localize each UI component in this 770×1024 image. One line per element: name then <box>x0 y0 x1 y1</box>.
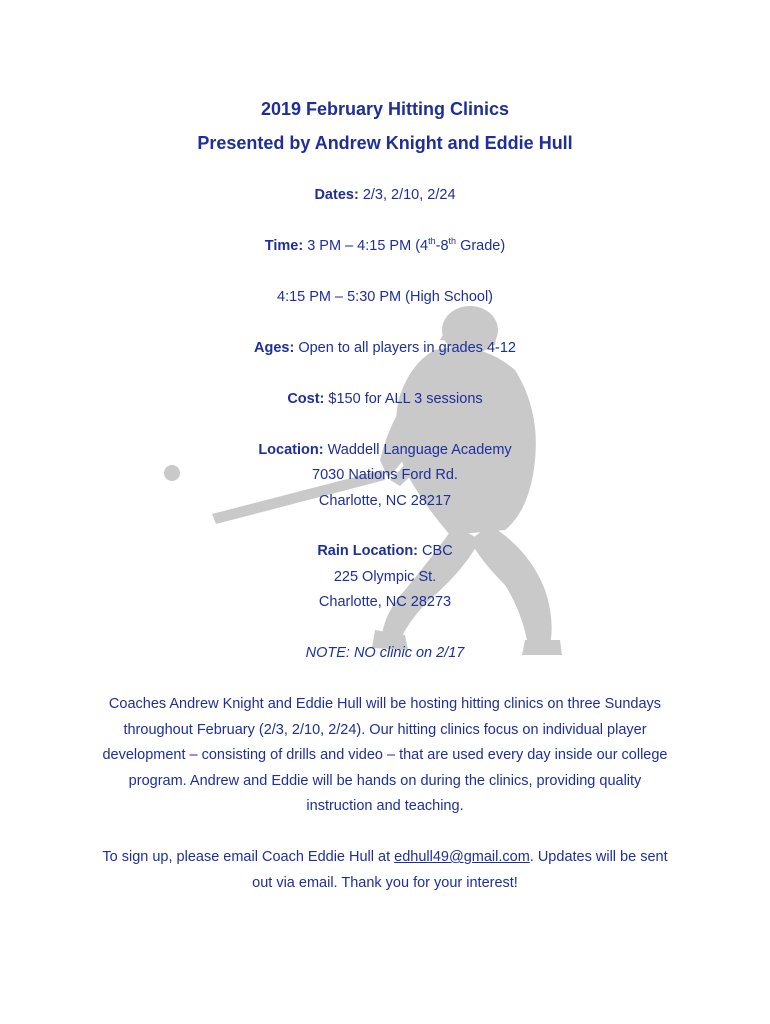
dates-value: 2/3, 2/10, 2/24 <box>362 187 456 203</box>
rain-location-street: 225 Olympic St. <box>333 569 437 585</box>
location-line <box>0 440 770 460</box>
email-link[interactable]: edhull49@gmail.com <box>394 849 530 865</box>
flyer-subtitle: Presented by Andrew Knight and Eddie Hull <box>197 133 573 153</box>
dates-line <box>0 185 770 205</box>
signup-text-after: . Updates will be sent out via email. Thank you for your interest! <box>252 849 668 891</box>
ages-line <box>0 338 770 358</box>
description-paragraph: Coaches Andrew Knight and Eddie Hull will be hosting hitting clinics on three Sundays throughout February (2/3, 2/10, 2/24). Our hitting clinics focus on individual player development – consisting of drills and video – that are used every day inside our college program. Andrew and Eddie will be hands on during the clinics, providing quality instruction and teaching. <box>102 696 668 814</box>
dates-label: Dates: <box>314 187 359 203</box>
flyer-title: 2019 February Hitting Clinics <box>260 99 510 119</box>
ages-label: Ages: <box>254 340 295 356</box>
time-value-pre: 3 PM – 4:15 PM (4 <box>307 238 429 254</box>
time-label: Time: <box>264 238 304 254</box>
cost-line <box>0 389 770 409</box>
rain-location-name: CBC <box>422 543 453 559</box>
time-sup-1: th <box>428 236 436 246</box>
ages-value: Open to all players in grades 4-12 <box>298 340 516 356</box>
rain-location-line <box>0 541 770 561</box>
signup-paragraph <box>100 845 670 896</box>
location-street: 7030 Nations Ford Rd. <box>312 467 458 483</box>
rain-location-city: Charlotte, NC 28273 <box>318 594 452 610</box>
cost-label: Cost: <box>287 391 325 407</box>
location-name: Waddell Language Academy <box>327 442 512 458</box>
time-second-slot: 4:15 PM – 5:30 PM (High School) <box>277 289 493 305</box>
location-label: Location: <box>258 442 324 458</box>
signup-text-before: To sign up, please email Coach Eddie Hull at <box>102 849 395 865</box>
time-line <box>0 236 770 256</box>
time-value-mid: -8 <box>435 238 449 254</box>
time-value-post: Grade) <box>456 238 506 254</box>
cost-value: $150 for ALL 3 sessions <box>328 391 483 407</box>
location-city: Charlotte, NC 28217 <box>318 493 452 509</box>
note-line: NOTE: NO clinic on 2/17 <box>305 645 465 661</box>
time-sup-2: th <box>448 236 457 246</box>
rain-location-label: Rain Location: <box>317 543 419 559</box>
